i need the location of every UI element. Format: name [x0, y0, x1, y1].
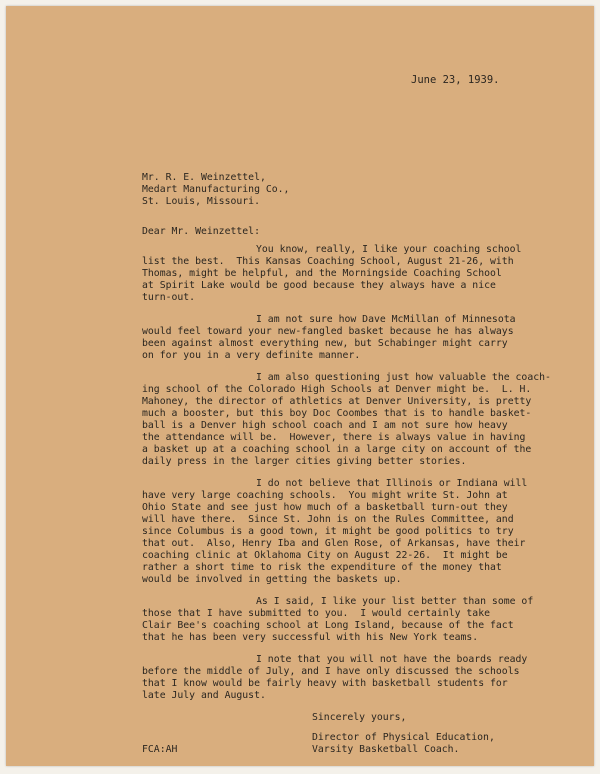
body-line: ing school of the Colorado High Schools at Denver might be. L. H.: [142, 384, 532, 395]
closing: Sincerely yours,: [312, 712, 407, 723]
signature-title-line: Varsity Basketball Coach.: [312, 744, 460, 755]
body-line: those that I have submitted to you. I would certainly take: [142, 608, 490, 619]
body-line: daily press in the larger cities giving better stories.: [142, 456, 467, 467]
salutation: Dear Mr. Weinzettel:: [142, 226, 260, 237]
body-line: at Spirit Lake would be good because they always have a nice: [142, 280, 496, 291]
body-line: have very large coaching schools. You might write St. John at: [142, 490, 508, 501]
body-line: Thomas, might be helpful, and the Morningside Coaching School: [142, 268, 502, 279]
signature-title-line: Director of Physical Education,: [312, 732, 495, 743]
body-line: I am also questioning just how valuable the coach-: [256, 372, 551, 383]
body-line: on for you in a very definite manner.: [142, 350, 361, 361]
body-line: that he has been very successful with his New York teams.: [142, 632, 479, 643]
letter-date: June 23, 1939.: [411, 74, 500, 86]
body-line: I am not sure how Dave McMillan of Minnesota: [256, 314, 516, 325]
body-line: Clair Bee's coaching school at Long Island, because of the fact: [142, 620, 514, 631]
body-line: the attendance will be. However, there is always value in having: [142, 432, 526, 443]
body-line: late July and August.: [142, 690, 266, 701]
address-line: Medart Manufacturing Co.,: [142, 184, 290, 195]
body-line: ball is a Denver high school coach and I am not sure how heavy: [142, 420, 508, 431]
body-line: I do not believe that Illinois or Indiana will: [256, 478, 528, 489]
body-line: that I know would be fairly heavy with basketball students for: [142, 678, 508, 689]
body-line: will have there. Since St. John is on the Rules Committee, and: [142, 514, 514, 525]
body-line: rather a short time to risk the expenditure of the money that: [142, 562, 502, 573]
body-line: much a booster, but this boy Doc Coombes that is to handle basket-: [142, 408, 532, 419]
body-line: I note that you will not have the boards ready: [256, 654, 528, 665]
body-line: would be involved in getting the baskets up.: [142, 574, 402, 585]
body-line: list the best. This Kansas Coaching School, August 21-26, with: [142, 256, 514, 267]
body-line: As I said, I like your list better than some of: [256, 596, 534, 607]
body-line: that out. Also, Henry Iba and Glen Rose, of Arkansas, have their: [142, 538, 526, 549]
body-line: Ohio State and see just how much of a basketball turn-out they: [142, 502, 508, 513]
typist-initials: FCA:AH: [142, 744, 178, 755]
body-line: turn-out.: [142, 292, 196, 303]
body-line: coaching clinic at Oklahoma City on August 22-26. It might be: [142, 550, 508, 561]
body-line: a basket up at a coaching school in a large city on account of the: [142, 444, 532, 455]
address-line: Mr. R. E. Weinzettel,: [142, 172, 266, 183]
letter-page: [6, 6, 594, 766]
body-line: You know, really, I like your coaching school: [256, 244, 522, 255]
body-line: would feel toward your new-fangled basket because he has always: [142, 326, 514, 337]
body-line: Mahoney, the director of athletics at Denver University, is pretty: [142, 396, 532, 407]
body-line: since Columbus is a good town, it might be good politics to try: [142, 526, 514, 537]
address-line: St. Louis, Missouri.: [142, 196, 260, 207]
body-line: before the middle of July, and I have only discussed the schools: [142, 666, 520, 677]
body-line: been against almost everything new, but Schabinger might carry: [142, 338, 508, 349]
